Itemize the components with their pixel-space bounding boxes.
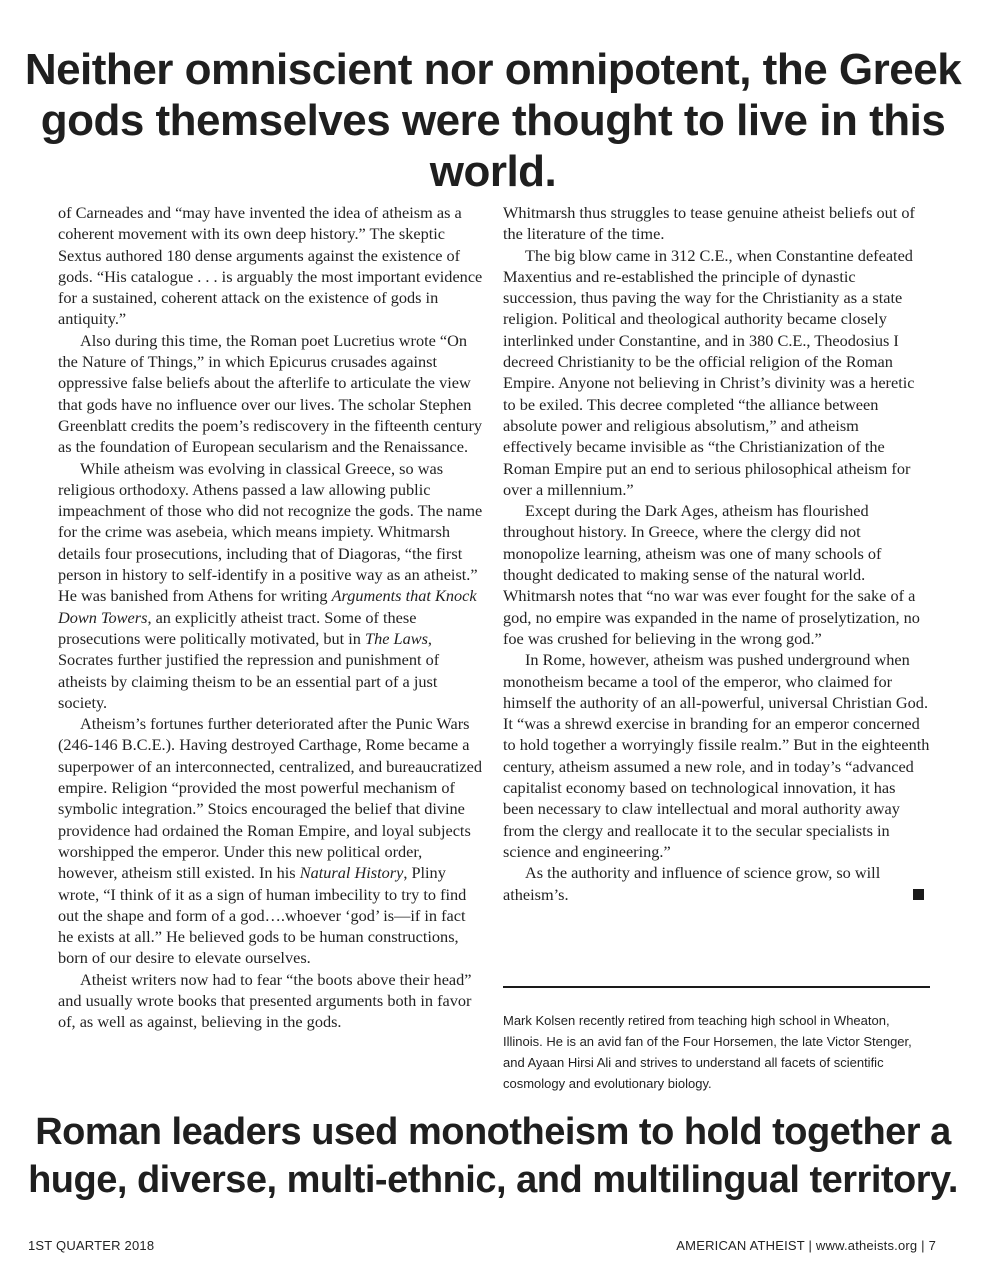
paragraph: Except during the Dark Ages, atheism has flourished throughout history. In Greece, where the clergy did not monopolize learning, atheism was one of many schools of thought dedicated to making sense of the natural world. Whitmarsh notes that “no war was ever fought for the sake of a god, no empire was expanded in the name of proselytization, no foe was crushed for believing in the wrong god.” (503, 501, 920, 648)
book-title: Natural History (299, 863, 404, 883)
paragraph: In Rome, however, atheism was pushed underground when monotheism became a tool of the emperor, who claimed for himself the authority of an all-powerful, universal Christian God. It “was a shrewd exercise in branding for an emperor concerned to hold together a worryingly fissile realm.” But in the eighteenth century, atheism assumed a new role, and in today’s “advanced capitalist economy based on technological innovation, it has been necessary to claw intellectual and moral authority away from the clergy and reallocate it to the secular specialists in science and engineering.” (503, 650, 930, 861)
footer-issue-date: 1ST QUARTER 2018 (28, 1238, 155, 1253)
text-run: , an explicitly atheist tract. Some of these prosecutions were politically motivated, but in (58, 607, 417, 648)
article-column-right (503, 202, 930, 905)
end-of-article-square-icon (913, 889, 924, 900)
paragraph: Also during this time, the Roman poet Lucretius wrote “On the Nature of Things,” in which Epicurus crusades against oppressive false beliefs about the afterlife to articulate the view that gods have no influence over our lives. The scholar Stephen Greenblatt credits the poem’s rediscovery in the fifteenth century as the foundation of European secularism and the Renaissance. (58, 330, 483, 457)
paragraph (58, 458, 483, 714)
paragraph (58, 713, 483, 969)
text-run: As the authority and influence of science grow, so will atheism’s. (503, 863, 881, 904)
paragraph: Whitmarsh thus struggles to tease genuine atheist beliefs out of the literature of the time. (503, 203, 915, 244)
text-run: , Pliny wrote, “I think of it as a sign of human imbecility to try to find out the shape and form of a god….whoever ‘god’ is—if in fact he exists at all.” He believed gods to be human constructions, born of our desire to elevate ourselves. (58, 863, 467, 968)
pull-quote-bottom: Roman leaders used monotheism to hold together a huge, diverse, multi-ethnic, and multilingual territory. (28, 1111, 958, 1201)
paragraph (503, 862, 930, 905)
paragraph: Atheist writers now had to fear “the boots above their head” and usually wrote books that presented arguments both in favor of, as well as against, believing in the gods. (58, 969, 472, 1032)
text-run: Atheism’s fortunes further deteriorated after the Punic Wars (246-146 B.C.E.). Having destroyed Carthage, Rome became a superpower of an interconnected, centralized, and bureaucratized empire. Religion “provided the most powerful mechanism of symbolic integration.” Stoics encouraged the belief that divine providence had ordained the Roman Empire, and loyal subjects worshipped the emperor. Under this new political order, however, atheism still existed. In his (58, 714, 482, 883)
paragraph: The big blow came in 312 C.E., when Constantine defeated Maxentius and re-established the principle of dynastic succession, thus paving the way for the Christianity as a state religion. Political and theological authority became closely interlinked under Constantine, and in 380 C.E., Theodosius I decreed Christianity to be the official religion of the Roman Empire. Anyone not believing in Christ’s divinity was a heretic to be exiled. This decree completed “the alliance between absolute power and religious absolutism,” and atheism effectively became invisible as “the Christianization of the Roman Empire put an end to serious philosophical atheism for over a millennium.” (503, 245, 915, 499)
article-column-left (58, 202, 483, 1033)
text-run: , Socrates further justified the repression and punishment of atheists by claiming theism to be an essential part of a just society. (58, 628, 440, 712)
book-title: Arguments that Knock Down Towers (58, 586, 477, 627)
paragraph: of Carneades and “may have invented the idea of atheism as a coherent movement with its own deep history.” The skeptic Sextus authored 180 dense arguments against the existence of gods. “His catalogue . . . is arguably the most important evidence for a sustained, coherent attack on the existence of gods in antiquity.” (58, 203, 483, 329)
book-title: The Laws (365, 628, 428, 648)
pull-quote-top: Neither omniscient nor omnipotent, the Greek gods themselves were thought to live in this world. (24, 45, 962, 196)
text-run: While atheism was evolving in classical Greece, so was religious orthodoxy. Athens passed a law allowing public impeachment of those who did not recognize the gods. The name for the crime was asebeia, which means impiety. Whitmarsh details four prosecutions, including that of Diagoras, “the first person in history to self-identify in a positive way as an atheist.” He was banished from Athens for writing (58, 458, 483, 606)
footer-publication-info: AMERICAN ATHEIST | www.atheists.org | 7 (676, 1238, 936, 1253)
divider (503, 986, 930, 988)
author-bio: Mark Kolsen recently retired from teaching high school in Wheaton, Illinois. He is an avid fan of the Four Horsemen, the late Victor Stenger, and Ayaan Hirsi Ali and strives to understand all facets of scientific cosmology and evolutionary biology. (503, 1013, 912, 1091)
